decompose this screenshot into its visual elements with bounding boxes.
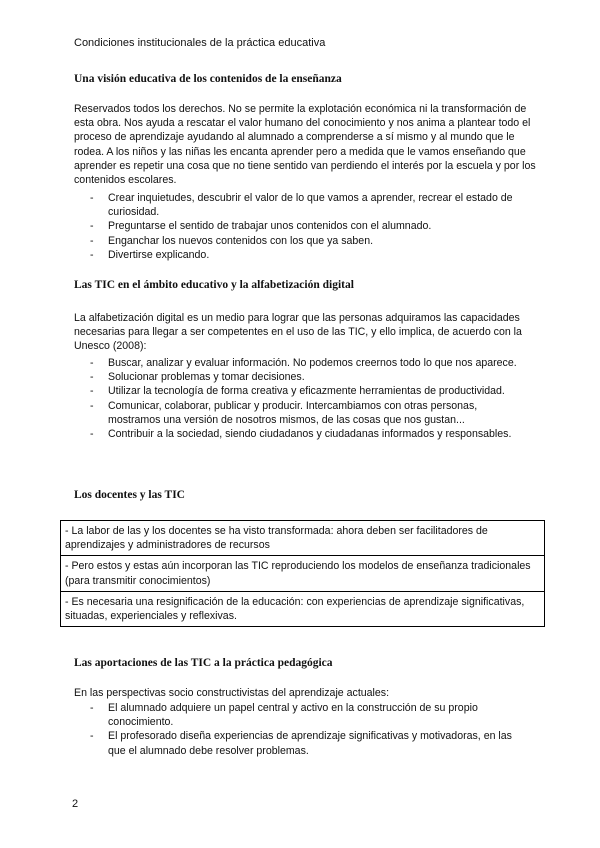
- section-heading-tic: Las TIC en el ámbito educativo y la alfabetización digital: [74, 279, 354, 291]
- list-item: - Solucionar problemas y tomar decisiones.: [90, 370, 530, 384]
- section-heading-aportaciones: Las aportaciones de las TIC a la práctica pedagógica: [74, 657, 333, 669]
- section-paragraph-contenidos: Reservados todos los derechos. No se permite la explotación económica ni la transformación de esta obra. Nos ayuda a rescatar el valor humano del conocimiento y nos anima a plantear todo el proceso de aprendizaje ayudando al alumnado a comprenderse a sí mismo y al mundo que le rodea. A los niños y las niñas les encanta aprender pero a medida que le vamos enseñando que aprender es repetir una cosa que no tiene sentido van perdiendo el interés por la escuela y por los contenidos escolares.: [74, 103, 536, 187]
- list-item: - Divertirse explicando.: [90, 248, 530, 262]
- list-item: - Preguntarse el sentido de trabajar unos contenidos con el alumnado.: [90, 219, 530, 233]
- list-item: - Utilizar la tecnología de forma creativa y eficazmente herramientas de productividad.: [90, 384, 530, 398]
- list-item: - Comunicar, colaborar, publicar y producir. Intercambiamos con otras personas, mostramos una versión de nosotros mismos, de las cosas que nos gustan...: [90, 399, 530, 427]
- section-heading-contenidos: Una visión educativa de los contenidos de la enseñanza: [74, 73, 342, 85]
- page-header: Condiciones institucionales de la práctica educativa: [74, 37, 326, 49]
- table-row: - La labor de las y los docentes se ha visto transformada: ahora deben ser facilitadores de aprendizajes y administradores de recursos: [61, 521, 544, 556]
- docentes-table: [60, 520, 545, 627]
- section-heading-docentes: Los docentes y las TIC: [74, 489, 185, 501]
- list-item: - El profesorado diseña experiencias de aprendizaje significativas y motivadoras, en las que el alumnado debe resolver problemas.: [90, 729, 530, 757]
- bullet-list-aportaciones: [90, 701, 530, 758]
- bullet-list-tic: [90, 356, 530, 441]
- bullet-list-contenidos: [90, 191, 530, 262]
- list-item: - Enganchar los nuevos contenidos con los que ya saben.: [90, 234, 530, 248]
- section-paragraph-aportaciones: En las perspectivas socio constructivistas del aprendizaje actuales:: [74, 687, 390, 699]
- table-row: - Es necesaria una resignificación de la educación: con experiencias de aprendizaje significativas, situadas, experienciales y reflexivas.: [65, 595, 525, 623]
- list-item: - El alumnado adquiere un papel central y activo en la construcción de su propio conocimiento.: [90, 701, 530, 729]
- table-row: - Pero estos y estas aún incorporan las TIC reproduciendo los modelos de enseñanza tradicionales (para transmitir conocimientos): [61, 556, 544, 591]
- list-item: - Buscar, analizar y evaluar información. No podemos creernos todo lo que nos aparece.: [90, 356, 530, 370]
- list-item: - Contribuir a la sociedad, siendo ciudadanos y ciudadanas informados y responsables.: [90, 427, 530, 441]
- page-number: 2: [72, 798, 79, 810]
- section-paragraph-tic: La alfabetización digital es un medio para lograr que las personas adquiramos las capacidades necesarias para llegar a ser competentes en el uso de las TIC, y ello implica, de acuerdo con la Unesco (2008):: [74, 312, 522, 353]
- list-item: - Crear inquietudes, descubrir el valor de lo que vamos a aprender, recrear el estado de curiosidad.: [90, 191, 530, 219]
